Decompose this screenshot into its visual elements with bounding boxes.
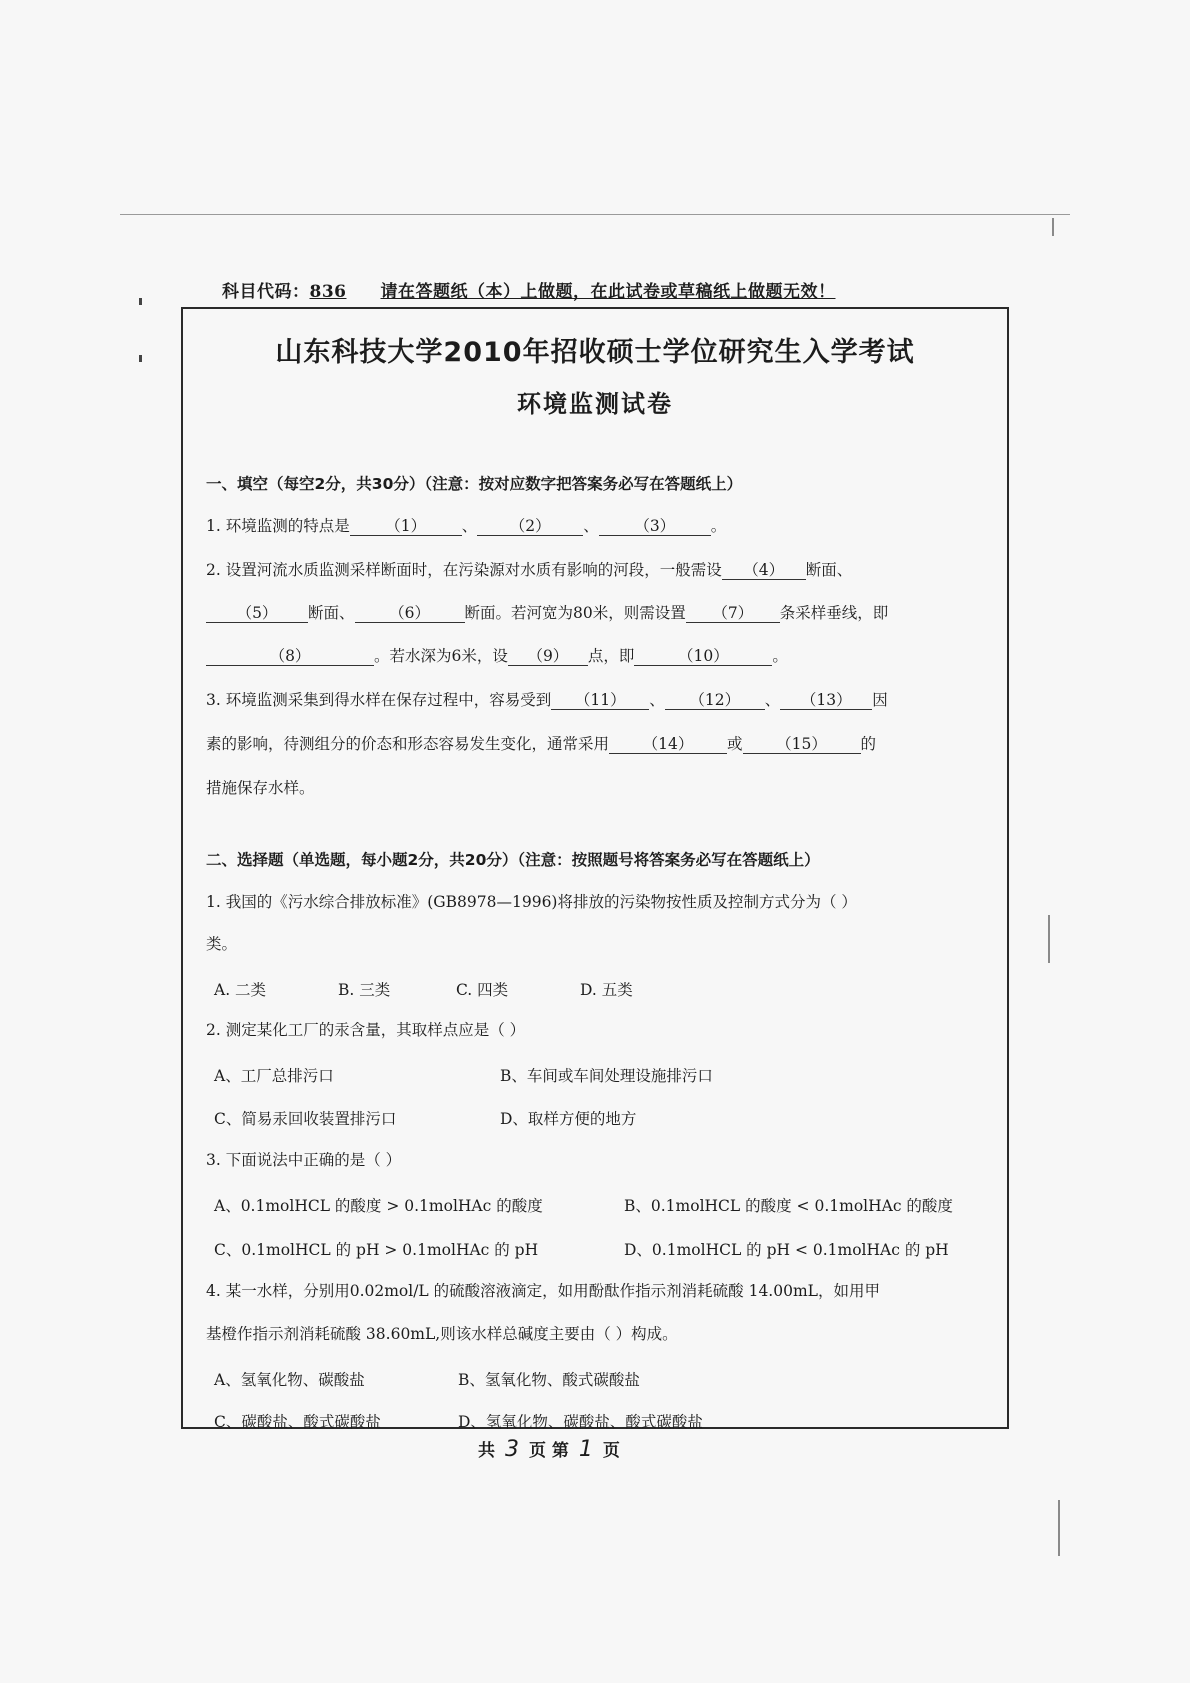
scan-artifact [1048,915,1050,963]
option-d: D、取样方便的地方 [500,1110,637,1128]
s1-q1 [206,516,726,536]
separator: 、 [583,517,599,535]
option-b: B. 三类 [338,981,391,999]
section2-heading: 二、选择题（单选题，每小题2分，共20分）（注意：按照题号将答案务必写在答题纸上） [206,851,820,869]
end-punct: 。 [772,647,788,665]
s1-q2-line1 [206,560,852,580]
s1-q2-text: 断面、 [308,604,355,622]
blank-8: （8） [206,647,374,666]
blank-5: （5） [206,604,308,623]
s1-q2-line3 [206,646,788,666]
blank-6: （6） [355,604,465,623]
s1-q2-text: 条采样垂线，即 [779,604,889,622]
s2-q3-stem: 3. 下面说法中正确的是（ ） [206,1151,402,1169]
s1-q2-text: 点，即 [587,647,635,665]
page-number: 1 [578,1437,593,1462]
option-d: D、0.1molHCL 的 pH < 0.1molHAc 的 pH [624,1241,949,1259]
separator: 、 [461,517,478,535]
scan-mark [139,355,142,362]
option-c: C、0.1molHCL 的 pH > 0.1molHAc 的 pH [214,1241,539,1259]
footer-label: 页 [602,1441,620,1461]
total-pages: 3 [505,1437,519,1462]
blank-1: （1） [350,517,462,536]
blank-9: （9） [508,647,588,666]
scan-mark [139,298,142,305]
exam-title: 山东科技大学2010年招收硕士学位研究生入学考试 [275,337,915,368]
s1-q3-text: 或 [727,735,743,753]
s1-q3-line1 [206,690,888,710]
s1-q3-text: 素的影响，待测组分的价态和形态容易发生变化，通常采用 [206,735,610,753]
section1-heading: 一、填空（每空2分，共30分）（注意：按对应数字把答案务必写在答题纸上） [206,475,743,493]
blank-10: （10） [634,647,772,666]
option-b: B、车间或车间处理设施排污口 [500,1067,713,1085]
scan-artifact [1058,1500,1060,1556]
blank-12: （12） [665,691,765,710]
s1-q3-text: 的 [860,735,877,753]
blank-7: （7） [686,604,780,623]
option-d: D、氢氧化物、碳酸盐、酸式碳酸盐 [458,1413,703,1431]
option-a: A、氢氧化物、碳酸盐 [214,1371,365,1389]
option-c: C、简易汞回收装置排污口 [214,1110,397,1128]
page-footer [478,1436,620,1462]
s1-q2-text: 。若水深为6米，设 [374,647,508,665]
footer-label: 共 [478,1441,495,1461]
option-a: A、工厂总排污口 [214,1067,334,1085]
blank-14: （14） [609,735,727,754]
blank-2: （2） [477,517,583,536]
s2-q2-stem: 2. 测定某化工厂的汞含量，其取样点应是（ ） [206,1021,526,1039]
end-punct: 。 [710,517,727,535]
s2-q4-stem: 基橙作指示剂消耗硫酸 38.60mL,则该水样总碱度主要由（ ）构成。 [206,1325,678,1343]
s2-q1-stem: 类。 [206,935,238,953]
s1-q2-text: 2. 设置河流水质监测采样断面时，在污染源对水质有影响的河段，一般需设 [206,561,722,579]
s1-q1-text: 1. 环境监测的特点是 [206,517,350,535]
option-d: D. 五类 [580,981,633,999]
s1-q2-text: 断面。若河宽为80米，则需设置 [464,604,686,622]
s1-q2-text: 断面、 [805,561,853,579]
scan-artifact [1052,218,1054,236]
blank-4: （4） [722,561,806,580]
s1-q3-line2 [206,734,876,754]
blank-15: （15） [743,735,861,754]
subject-code-value: 836 [309,282,347,302]
option-b: B、氢氧化物、酸式碳酸盐 [458,1371,640,1389]
s2-q4-stem: 4. 某一水样，分别用0.02mol/L 的硫酸溶液滴定，如用酚酞作指示剂消耗硫酸 14.00mL，如用甲 [206,1282,880,1300]
answer-warning: 请在答题纸（本）上做题，在此试卷或草稿纸上做题无效！ [380,282,836,302]
option-c: C. 四类 [456,981,509,999]
s1-q2-line2 [206,603,888,623]
s1-q3-text: 因 [872,691,888,709]
exam-header [222,277,836,302]
separator: 、 [649,691,665,709]
footer-label: 页 第 [529,1441,569,1461]
blank-11: （11） [551,691,649,710]
subject-code-label: 科目代码： [222,282,310,302]
s2-q1-stem: 1. 我国的《污水综合排放标准》(GB8978—1996)将排放的污染物按性质及控制方式分为（ ） [206,893,857,911]
s1-q3-text: 3. 环境监测采集到得水样在保存过程中，容易受到 [206,691,552,709]
exam-subtitle: 环境监测试卷 [517,390,673,418]
option-c: C、碳酸盐、酸式碳酸盐 [214,1413,381,1431]
blank-3: （3） [599,517,711,536]
option-b: B、0.1molHCL 的酸度 < 0.1molHAc 的酸度 [624,1197,953,1215]
blank-13: （13） [780,691,872,710]
option-a: A、0.1molHCL 的酸度 > 0.1molHAc 的酸度 [214,1197,543,1215]
s1-q3-line3: 措施保存水样。 [206,779,315,797]
top-rule [120,214,1070,215]
separator: 、 [764,691,781,709]
option-a: A. 二类 [214,981,267,999]
